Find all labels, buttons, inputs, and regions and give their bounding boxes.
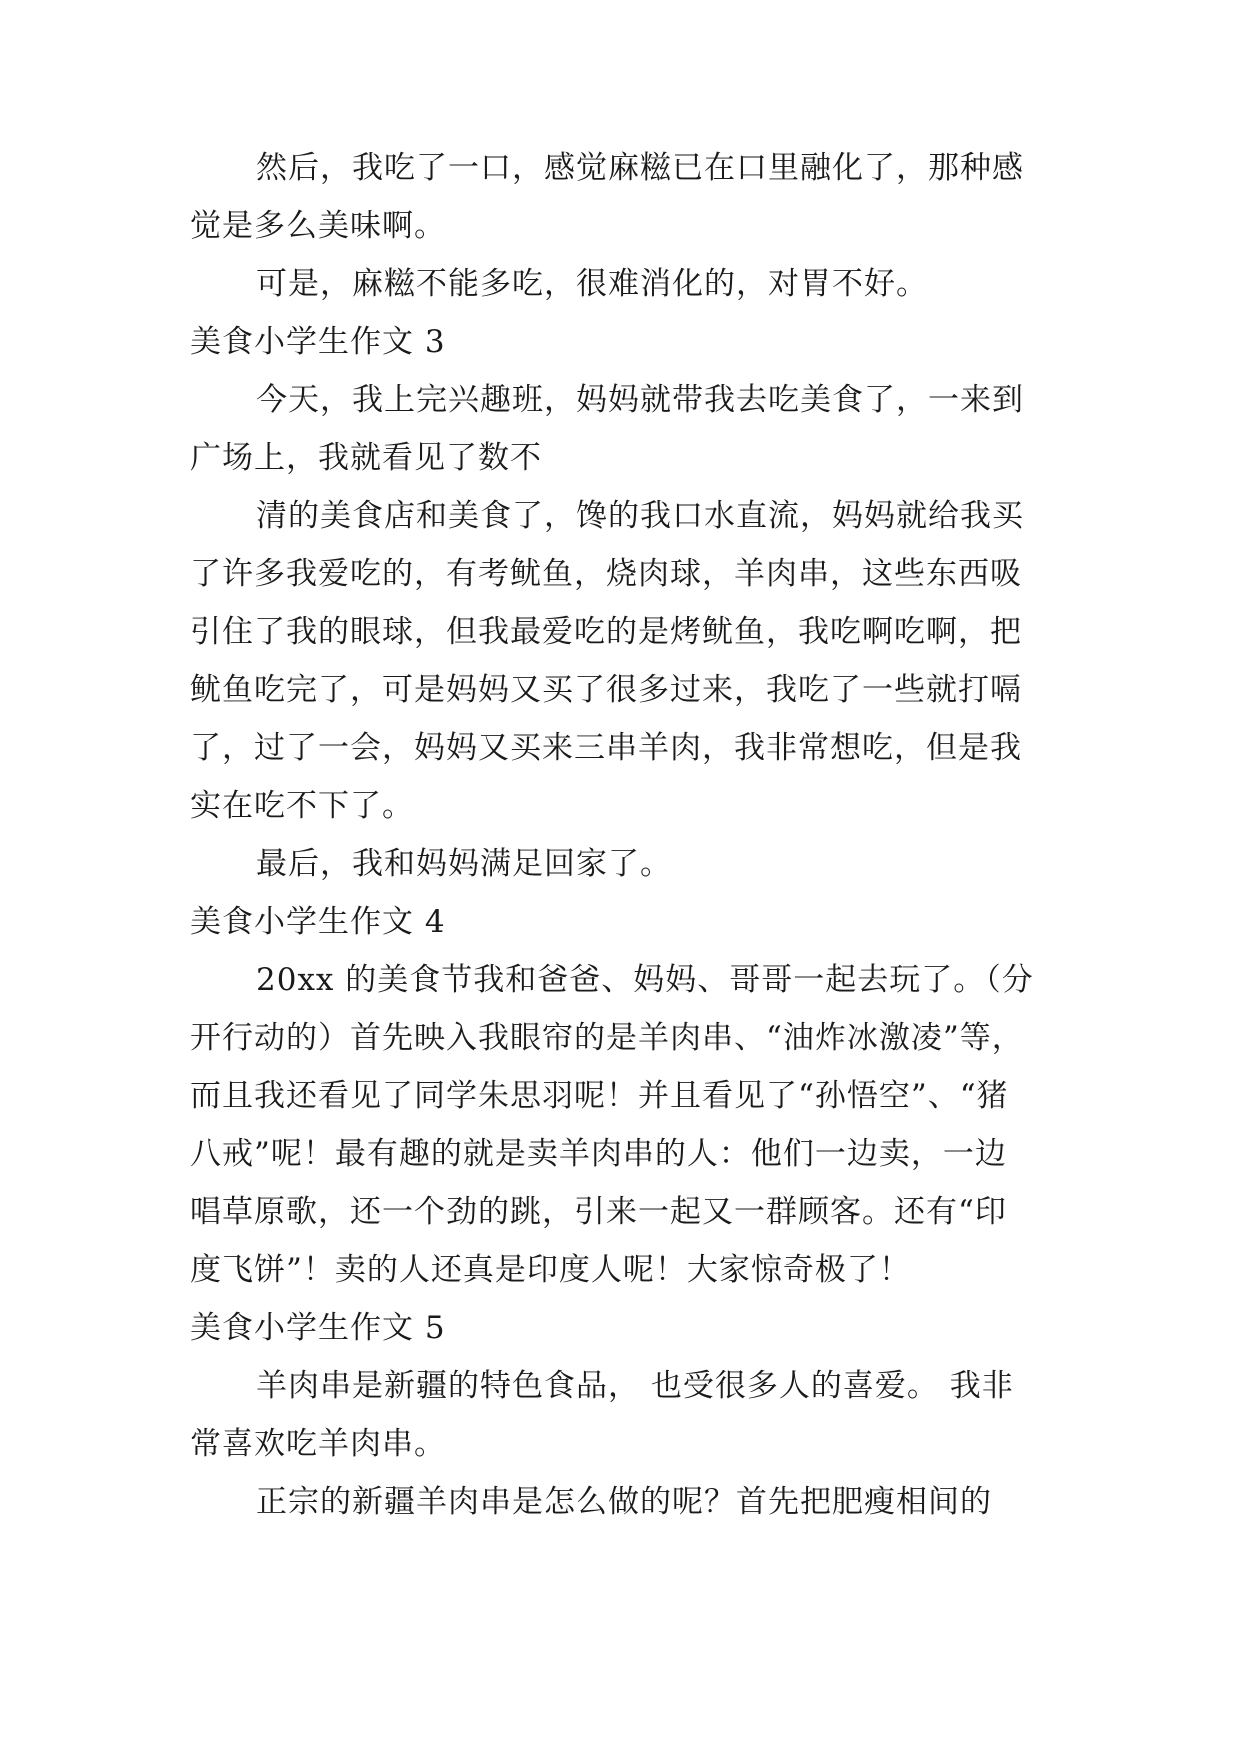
section-heading: 美食小学生作文 3	[190, 324, 446, 360]
paragraph-line: 度飞饼”！卖的人还真是印度人呢！大家惊奇极了！	[190, 1252, 911, 1288]
paragraph-line: 觉是多么美味啊。	[190, 208, 446, 244]
paragraph-line: 然后，我吃了一口，感觉麻糍已在口里融化了，那种感	[256, 150, 1024, 186]
paragraph-line: 广场上，我就看见了数不	[190, 440, 542, 476]
paragraph-line: 八戒”呢！最有趣的就是卖羊肉串的人：他们一边卖，一边	[190, 1136, 1007, 1172]
paragraph-line: 20xx 的美食节我和爸爸、妈妈、哥哥一起去玩了。（分	[256, 962, 1034, 998]
section-heading: 美食小学生作文 4	[190, 904, 446, 940]
paragraph-line: 常喜欢吃羊肉串。	[190, 1426, 446, 1462]
paragraph-line: 引住了我的眼球，但我最爱吃的是烤鱿鱼，我吃啊吃啊，把	[190, 614, 1022, 650]
paragraph-line: 而且我还看见了同学朱思羽呢！并且看见了“孙悟空”、“猪	[190, 1078, 1009, 1114]
paragraph-line: 最后，我和妈妈满足回家了。	[256, 846, 672, 882]
paragraph-line: 唱草原歌，还一个劲的跳，引来一起又一群顾客。还有“印	[190, 1194, 1007, 1230]
paragraph-line: 清的美食店和美食了，馋的我口水直流，妈妈就给我买	[256, 498, 1024, 534]
paragraph-line: 正宗的新疆羊肉串是怎么做的呢？首先把肥瘦相间的	[256, 1484, 992, 1520]
paragraph-line: 今天，我上完兴趣班，妈妈就带我去吃美食了，一来到	[256, 382, 1024, 418]
paragraph-line: 了许多我爱吃的，有考鱿鱼，烧肉球，羊肉串，这些东西吸	[190, 556, 1022, 592]
section-heading: 美食小学生作文 5	[190, 1310, 446, 1346]
paragraph-line: 实在吃不下了。	[190, 788, 414, 824]
paragraph-line: 开行动的）首先映入我眼帘的是羊肉串、“油炸冰激凌”等，	[190, 1020, 1024, 1056]
paragraph-line: 鱿鱼吃完了，可是妈妈又买了很多过来，我吃了一些就打嗝	[190, 672, 1022, 708]
paragraph-line: 羊肉串是新疆的特色食品， 也受很多人的喜爱。 我非	[256, 1368, 1014, 1404]
paragraph-line: 了，过了一会，妈妈又买来三串羊肉，我非常想吃，但是我	[190, 730, 1022, 766]
paragraph-line: 可是，麻糍不能多吃，很难消化的，对胃不好。	[256, 266, 928, 302]
